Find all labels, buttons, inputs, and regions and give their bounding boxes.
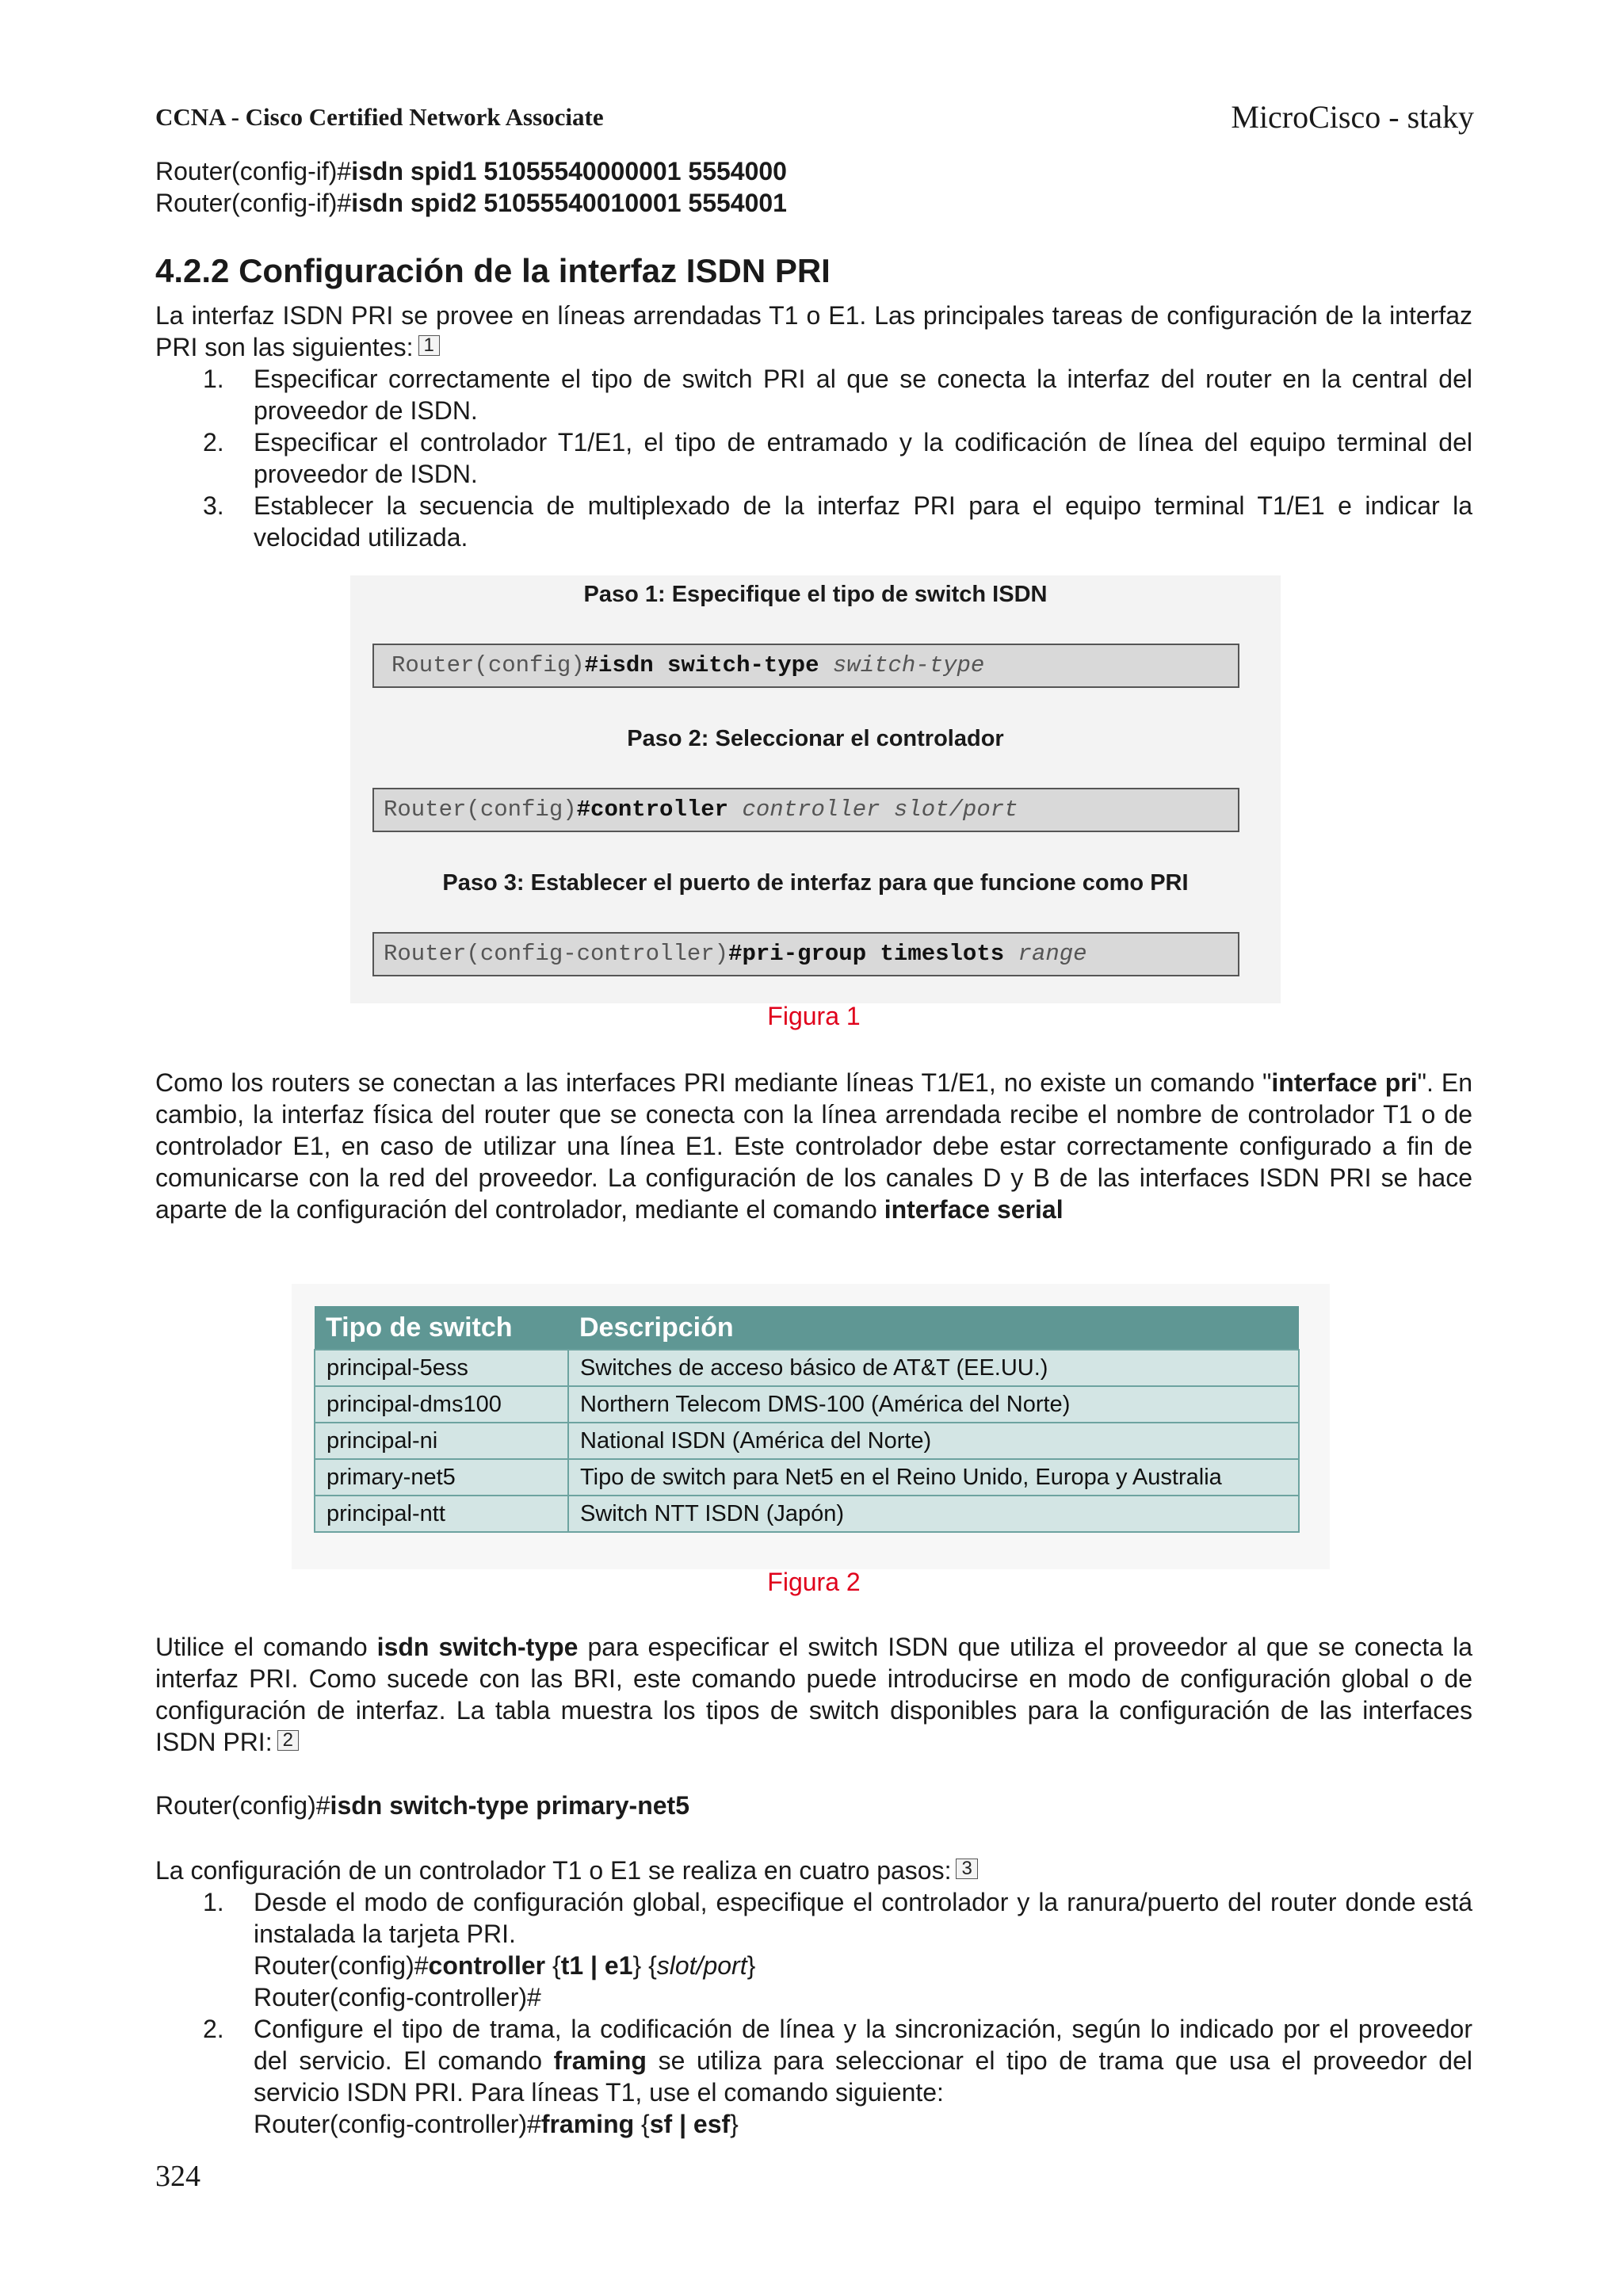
step-3-command <box>372 932 1239 976</box>
step-2-title: Paso 2: Seleccionar el controlador <box>627 726 1004 751</box>
code-command: isdn spid2 51055540010001 5554001 <box>351 189 787 217</box>
para-text: La configuración de un controlador T1 o E1 se realiza en cuatro pasos: <box>155 1856 952 1885</box>
column-header-switch-type: Tipo de switch <box>315 1306 568 1350</box>
code-line <box>254 2108 1472 2140</box>
table-row <box>315 1496 1299 1532</box>
cmd-arg: slot/port <box>656 1951 747 1980</box>
paragraph-switch-type <box>155 1631 1472 1758</box>
cmd-keyword: #controller <box>576 797 729 823</box>
step-3-title: Paso 3: Establecer el puerto de interfaz para que funcione como PRI <box>442 870 1189 896</box>
para-text: Configure el tipo de trama, la codificación de línea y la sincronización, según lo indicado por el proveedor del servicio. El comando <box>254 2015 1472 2075</box>
list-text: Especificar correctamente el tipo de switch PRI al que se conecta la interfaz del router en la central del proveedor de ISDN. <box>254 365 1472 425</box>
command-example <box>155 1790 689 1821</box>
code-line: Router(config-controller)# <box>254 1983 541 2011</box>
step-1-title: Paso 1: Especifique el tipo de switch ISDN <box>583 582 1048 607</box>
para-bold: framing <box>553 2046 647 2075</box>
list-item <box>155 2013 1472 2140</box>
list-number: 2. <box>203 2015 224 2043</box>
table-corner-decoration <box>1306 1306 1323 1324</box>
figure-ref-3[interactable]: 3 <box>956 1859 977 1879</box>
cmd-prefix: Router(config)# <box>155 1791 330 1820</box>
figure-1 <box>350 575 1281 1003</box>
figure-ref-2[interactable]: 2 <box>277 1730 299 1751</box>
cmd-prefix: Router(config)# <box>254 1951 429 1980</box>
para-bold: interface serial <box>884 1195 1064 1224</box>
cmd-keyword: #pri-group timeslots <box>728 941 1005 967</box>
list-item <box>155 490 1472 553</box>
column-header-description: Descripción <box>568 1306 1299 1350</box>
list-number: 1. <box>203 365 224 393</box>
cmd-brace: } <box>747 1951 756 1980</box>
code-prefix: Router(config-if)# <box>155 157 352 185</box>
list-item <box>155 363 1472 426</box>
page-number: 324 <box>155 2160 200 2193</box>
code-line-spid1 <box>155 155 787 187</box>
cmd-arg: switch-type <box>832 652 985 678</box>
section-title: 4.2.2 Configuración de la interfaz ISDN PRI <box>155 252 831 289</box>
running-header-left: CCNA - Cisco Certified Network Associate <box>155 103 604 131</box>
para-text: ". En cambio, la interfaz física del router que se conecta con la línea arrendada recibe el nombre de controlador T1 o de controlador E1, en caso de utilizar una línea E1. Este controlador debe estar correctamente configurado a fin de comunicarse con la red del proveedor. La configuración de los canales D y B de las interfaces ISDN PRI se hace aparte de la configuración del controlador, mediante el comando <box>155 1068 1473 1224</box>
para-text: se utiliza para seleccionar el tipo de trama que usa el proveedor del servicio ISDN PRI. Para líneas T1, use el comando siguiente: <box>254 2046 1473 2107</box>
controller-steps <box>155 1886 1472 2140</box>
list-number: 1. <box>203 1888 224 1916</box>
list-number: 3. <box>203 491 224 520</box>
cmd-brace: } <box>730 2110 739 2138</box>
cmd-brace: { <box>545 1951 561 1980</box>
cell-description: Switch NTT ISDN (Japón) <box>568 1496 1299 1532</box>
table-row <box>315 1459 1299 1496</box>
list-text: Desde el modo de configuración global, especifique el controlador y la ranura/puerto del router donde está instalada la tarjeta PRI. <box>254 1888 1472 1948</box>
list-item <box>155 1886 1472 2013</box>
step-2-command <box>372 788 1239 832</box>
cmd-arg: controller slot/port <box>742 797 1018 823</box>
code-line <box>254 1950 1472 1981</box>
para-text: Utilice el comando <box>155 1633 377 1661</box>
para-text: para especificar el switch ISDN que utiliza el proveedor al que se conecta la interfaz PRI. Como sucede con las BRI, este comando puede introducirse en modo de configuración global o de configuración de interfaz. La tabla muestra los tipos de switch disponibles para la configuración de las interfaces ISDN PRI: <box>155 1633 1473 1756</box>
list-text: Especificar el controlador T1/E1, el tipo de entramado y la codificación de línea del equipo terminal del proveedor de ISDN. <box>254 428 1472 488</box>
step-1-command <box>372 644 1239 688</box>
table-row <box>315 1423 1299 1459</box>
cell-description: National ISDN (América del Norte) <box>568 1423 1299 1459</box>
table-header-row <box>315 1306 1299 1350</box>
cell-switch: principal-ni <box>315 1423 568 1459</box>
cmd-option: t1 | e1 <box>560 1951 633 1980</box>
cell-switch: principal-ntt <box>315 1496 568 1532</box>
cmd-arg: range <box>1018 941 1087 967</box>
cmd-brace: } { <box>632 1951 657 1980</box>
cmd-keyword: controller <box>428 1951 546 1980</box>
cmd-prefix: Router(config) <box>391 652 585 678</box>
figure-2-caption: Figura 2 <box>767 1568 861 1596</box>
figure-2 <box>292 1284 1330 1569</box>
cell-description: Northern Telecom DMS-100 (América del Norte) <box>568 1386 1299 1423</box>
para-bold: isdn switch-type <box>376 1633 579 1661</box>
cell-description: Tipo de switch para Net5 en el Reino Unido, Europa y Australia <box>568 1459 1299 1496</box>
intro-text: La interfaz ISDN PRI se provee en líneas arrendadas T1 o E1. Las principales tareas de configuración de la interfaz PRI son las siguientes: <box>155 301 1472 361</box>
cmd-brace: { <box>634 2110 650 2138</box>
intro-paragraph <box>155 300 1472 363</box>
para-bold: interface pri <box>1271 1068 1418 1097</box>
list-text: Establecer la secuencia de multiplexado de la interfaz PRI para el equipo terminal T1/E1 e indicar la velocidad utilizada. <box>254 491 1472 552</box>
list-text <box>254 2013 1472 2108</box>
cmd-keyword: framing <box>540 2110 635 2138</box>
list-number: 2. <box>203 428 224 457</box>
cmd-prefix: Router(config) <box>384 797 577 823</box>
switch-type-table <box>314 1306 1300 1533</box>
figure-1-caption: Figura 1 <box>767 1002 861 1030</box>
code-prefix: Router(config-if)# <box>155 189 352 217</box>
list-item <box>155 426 1472 490</box>
cell-switch: principal-dms100 <box>315 1386 568 1423</box>
cmd-prefix: Router(config-controller) <box>384 941 729 967</box>
table-row <box>315 1386 1299 1423</box>
cmd-prefix: Router(config-controller)# <box>254 2110 541 2138</box>
cmd-keyword: isdn switch-type primary-net5 <box>330 1791 689 1820</box>
running-header-right: MicroCisco - staky <box>1231 99 1474 135</box>
code-command: isdn spid1 51055540000001 5554000 <box>351 157 787 185</box>
cell-description: Switches de acceso básico de AT&T (EE.UU.) <box>568 1350 1299 1386</box>
para-text: Como los routers se conectan a las interfaces PRI mediante líneas T1/E1, no existe un comando " <box>155 1068 1272 1097</box>
figure-ref-1[interactable]: 1 <box>418 335 440 356</box>
paragraph-controller <box>155 1067 1472 1225</box>
code-line-spid2 <box>155 187 787 219</box>
paragraph-four-steps <box>155 1855 978 1886</box>
cmd-keyword: #isdn switch-type <box>584 652 819 678</box>
cell-switch: primary-net5 <box>315 1459 568 1496</box>
table-row <box>315 1350 1299 1386</box>
cell-switch: principal-5ess <box>315 1350 568 1386</box>
task-list <box>155 363 1472 553</box>
cmd-option: sf | esf <box>649 2110 731 2138</box>
